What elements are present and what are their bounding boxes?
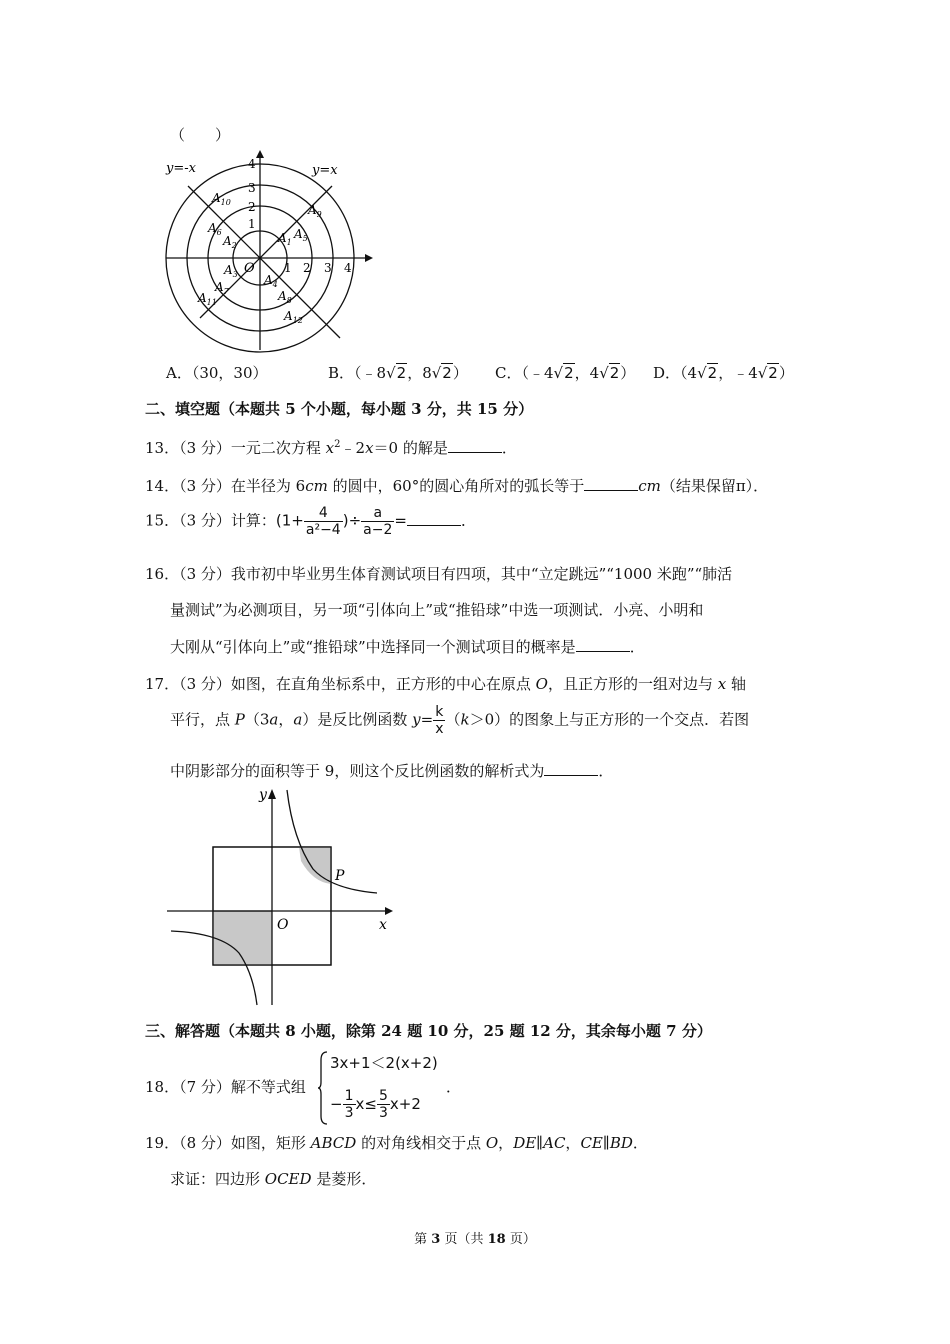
question-13: 13．（3 分）一元二次方程 $x^2﹣2x=0$ 的解是 ． bbox=[145, 439, 517, 457]
question-15: 15．（3 分）计算：(1+ $\frac{4}{\text{a²−4}}$ )÷ $\frac{a}{a-2}$ = ． bbox=[145, 505, 476, 538]
choice-d: D．（4√2，﹣4√2） bbox=[653, 364, 794, 382]
question-19-line-2: 求证：四边形 OCED 是菱形． bbox=[170, 1170, 377, 1188]
fig1-ytick-4: 4 bbox=[248, 157, 256, 171]
fig1-xtick-4: 4 bbox=[344, 261, 352, 275]
fig2-point-p: P bbox=[335, 868, 345, 884]
fig1-point-a5: $A_5$ bbox=[294, 227, 308, 243]
question-16-line-2: 量测试”为必测项目，另一项“引体向上”或“推铅球”中选一项测试．小亮、小明和 bbox=[170, 601, 704, 619]
question-14: 14．（3 分）在半径为 6cm 的圆中，60°的圆心角所对的弧长等于 cm（结果保留π）． bbox=[145, 477, 769, 495]
fig1-label-yx: y=x bbox=[312, 163, 338, 178]
fig2-y-label: y bbox=[259, 787, 267, 803]
answer-blank bbox=[576, 637, 630, 652]
fig1-xtick-3: 3 bbox=[324, 261, 332, 275]
q12-answer-paren: （ ） bbox=[170, 126, 231, 144]
fig1-xtick-1: 1 bbox=[284, 261, 292, 275]
inequality-system: 3x+1＜2(x+2) − $\frac{1}{3}$ x≤ $\frac{5}{3}$ x+2 bbox=[318, 1050, 458, 1126]
sqrt-icon: √2 bbox=[599, 364, 620, 382]
answer-blank bbox=[448, 438, 502, 453]
answer-blank bbox=[407, 511, 461, 526]
question-18-end: ． bbox=[446, 1078, 462, 1096]
fig2-x-label: x bbox=[379, 917, 387, 933]
section-3-heading: 三、解答题（本题共 8 小题，除第 24 题 10 分，25 题 12 分，其余每小题 7 分） bbox=[145, 1022, 712, 1040]
fig1-point-a3: $A_3$ bbox=[224, 263, 238, 279]
choice-a: A．（30，30） bbox=[166, 364, 268, 382]
choice-b: B．（﹣8√2，8√2） bbox=[328, 364, 468, 382]
fig1-point-a8: $A_8$ bbox=[278, 289, 292, 305]
question-17-line-1: 17．（3 分）如图，在直角坐标系中，正方形的中心在原点 O，且正方形的一组对边与 x 轴 bbox=[145, 675, 747, 693]
fig1-point-a10: $A_{10}$ bbox=[212, 191, 231, 207]
question-19-line-1: 19．（8 分）如图，矩形 ABCD 的对角线相交于点 O，DE∥AC，CE∥BD． bbox=[145, 1134, 648, 1152]
sqrt-icon: √2 bbox=[431, 364, 452, 382]
page-footer: 第 3 页（共 18 页） bbox=[414, 1232, 536, 1247]
fig1-ytick-2: 2 bbox=[248, 200, 256, 214]
fig1-origin: O bbox=[244, 261, 255, 276]
fig2-origin: O bbox=[277, 917, 289, 933]
section-2-heading: 二、填空题（本题共 5 个小题，每小题 3 分，共 15 分） bbox=[145, 400, 534, 418]
fig1-point-a6: $A_6$ bbox=[208, 221, 222, 237]
answer-blank bbox=[544, 761, 598, 776]
sqrt-icon: √2 bbox=[757, 364, 778, 382]
fig1-ytick-3: 3 bbox=[248, 181, 256, 195]
fig1-label-yx-neg: y=-x bbox=[166, 161, 196, 176]
fig1-ytick-1: 1 bbox=[248, 217, 256, 231]
choice-c: C．（﹣4√2，4√2） bbox=[495, 364, 636, 382]
sqrt-icon: √2 bbox=[697, 364, 718, 382]
fig1-point-a7: $A_7$ bbox=[215, 280, 229, 296]
fig1-point-a12: $A_{12}$ bbox=[284, 309, 303, 325]
fig-hyperbola-square bbox=[165, 785, 405, 1010]
fig1-point-a2: $A_2$ bbox=[223, 234, 237, 250]
question-17-line-3: 中阴影部分的面积等于 9，则这个反比例函数的解析式为 ． bbox=[170, 762, 614, 780]
fig1-point-a11: $A_{11}$ bbox=[198, 291, 217, 307]
question-17-line-2: 平行，点 P（3a，a）是反比例函数 y= $\frac{k}{x}$ （k＞0）的图象上与正方形的一个交点．若图 bbox=[170, 704, 750, 737]
fig-concentric-circles bbox=[160, 150, 380, 355]
fig1-xtick-2: 2 bbox=[303, 261, 311, 275]
sqrt-icon: √2 bbox=[386, 364, 407, 382]
answer-blank bbox=[584, 476, 638, 491]
question-16-line-1: 16．（3 分）我市初中毕业男生体育测试项目有四项，其中“立定跳远”“1000 米跑”“肺活 bbox=[145, 565, 733, 583]
fig1-point-a1: $A_1$ bbox=[278, 231, 292, 247]
fig1-point-a9: $A_9$ bbox=[308, 203, 322, 219]
fig1-point-a4: $A_4$ bbox=[264, 273, 278, 289]
question-18: 18．（7 分）解不等式组 bbox=[145, 1078, 306, 1096]
sqrt-icon: √2 bbox=[553, 364, 574, 382]
question-16-line-3: 大刚从“引体向上”或“推铅球”中选择同一个测试项目的概率是 ． bbox=[170, 638, 645, 656]
